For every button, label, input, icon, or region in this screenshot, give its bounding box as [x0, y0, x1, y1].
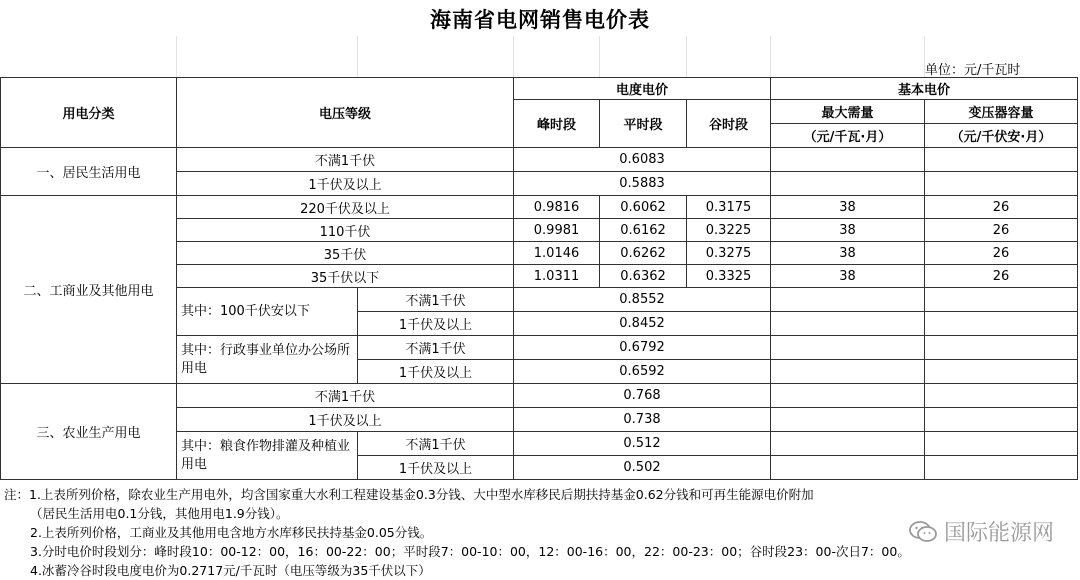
peak-header: 峰时段: [514, 100, 600, 148]
price-cell: 0.6083: [514, 148, 771, 172]
valley-cell: 0.3275: [687, 242, 771, 265]
capacity-cell: 26: [925, 219, 1078, 242]
table-row: [1, 148, 1078, 172]
empty-cell: [771, 408, 925, 432]
category-agriculture: 三、农业生产用电: [1, 384, 177, 480]
note-line: 2.上表所列价格，工商业及其他用电含地方水库移民扶持基金0.05分钱。: [30, 525, 433, 540]
basic-price-header: 基本电价: [771, 78, 1078, 100]
note-line: 3.分时电价时段划分：峰时段10：00-12：00，16：00-22：00；平时段7：00-10：00，12：00-16：00，22：00-23：00；谷时段23：00-次日7：00。: [30, 544, 910, 559]
voltage-cell: 1千伏及以上: [177, 172, 514, 196]
empty-cell: [925, 336, 1078, 360]
voltage-cell: 1千伏及以上: [358, 360, 514, 384]
peak-cell: 1.0311: [514, 265, 600, 288]
empty-cell: [771, 456, 925, 480]
category-residential: 一、居民生活用电: [1, 148, 177, 196]
voltage-cell: 220千伏及以上: [177, 196, 514, 219]
demand-cell: 38: [771, 242, 925, 265]
wechat-icon: [908, 520, 938, 544]
voltage-cell: 不满1千伏: [177, 384, 514, 408]
empty-cell: [925, 384, 1078, 408]
empty-cell: [771, 172, 925, 196]
price-cell: 0.738: [514, 408, 771, 432]
faint-grid: [0, 36, 1080, 77]
demand-cell: 38: [771, 219, 925, 242]
voltage-header: 电压等级: [177, 78, 514, 148]
price-cell: 0.8552: [514, 288, 771, 312]
voltage-cell: 不满1千伏: [177, 148, 514, 172]
flat-cell: 0.6362: [600, 265, 687, 288]
peak-cell: 0.9981: [514, 219, 600, 242]
voltage-cell: 不满1千伏: [358, 288, 514, 312]
voltage-cell: 1千伏及以上: [177, 408, 514, 432]
empty-cell: [925, 172, 1078, 196]
price-cell: 0.6592: [514, 360, 771, 384]
flat-cell: 0.6162: [600, 219, 687, 242]
unit-label: 单位：元/千瓦时: [925, 63, 1021, 78]
voltage-cell: 35千伏以下: [177, 265, 514, 288]
note-line: 注：1.上表所列价格，除农业生产用电外，均含国家重大水利工程建设基金0.3分钱、大中型水库移民后期扶持基金0.62分钱和可再生能源电价附加: [4, 487, 814, 502]
table-row: [1, 384, 1078, 408]
empty-cell: [771, 384, 925, 408]
peak-cell: 1.0146: [514, 242, 600, 265]
transformer-unit: （元/千伏安·月）: [925, 124, 1078, 148]
price-cell: 0.768: [514, 384, 771, 408]
header-row-1: [1, 78, 1078, 100]
empty-cell: [925, 360, 1078, 384]
category-header: 用电分类: [1, 78, 177, 148]
empty-cell: [771, 432, 925, 456]
flat-cell: 0.6062: [600, 196, 687, 219]
page-title: 海南省电网销售电价表: [430, 8, 650, 32]
flat-cell: 0.6262: [600, 242, 687, 265]
price-cell: 0.5883: [514, 172, 771, 196]
transformer-header: 变压器容量: [925, 100, 1078, 124]
max-demand-unit: （元/千瓦·月）: [771, 124, 925, 148]
valley-cell: 0.3225: [687, 219, 771, 242]
category-industrial: 二、工商业及其他用电: [1, 196, 177, 384]
max-demand-header: 最大需量: [771, 100, 925, 124]
subcategory-small-capacity: 其中：100千伏安以下: [177, 288, 358, 336]
voltage-cell: 110千伏: [177, 219, 514, 242]
price-table: [0, 77, 1078, 480]
voltage-cell: 1千伏及以上: [358, 456, 514, 480]
subcategory-government-office: 其中：行政事业单位办公场所用电: [177, 336, 358, 384]
voltage-cell: 35千伏: [177, 242, 514, 265]
empty-cell: [771, 360, 925, 384]
subcategory-grain-irrigation: 其中：粮食作物排灌及种植业用电: [177, 432, 358, 480]
empty-cell: [771, 336, 925, 360]
capacity-cell: 26: [925, 265, 1078, 288]
capacity-cell: 26: [925, 242, 1078, 265]
empty-cell: [925, 408, 1078, 432]
peak-cell: 0.9816: [514, 196, 600, 219]
demand-cell: 38: [771, 265, 925, 288]
empty-cell: [925, 288, 1078, 312]
valley-header: 谷时段: [687, 100, 771, 148]
empty-cell: [771, 288, 925, 312]
empty-cell: [925, 312, 1078, 336]
empty-cell: [925, 148, 1078, 172]
table-row: [1, 196, 1078, 219]
voltage-cell: 不满1千伏: [358, 432, 514, 456]
flat-header: 平时段: [600, 100, 687, 148]
empty-cell: [771, 312, 925, 336]
price-cell: 0.512: [514, 432, 771, 456]
valley-cell: 0.3325: [687, 265, 771, 288]
voltage-cell: 1千伏及以上: [358, 312, 514, 336]
price-cell: 0.8452: [514, 312, 771, 336]
note-line: （居民生活用电0.1分钱，其他用电1.9分钱）。: [30, 506, 289, 521]
price-cell: 0.502: [514, 456, 771, 480]
watermark-text: 国际能源网: [943, 521, 1054, 546]
voltage-cell: 不满1千伏: [358, 336, 514, 360]
watermark: [908, 516, 1054, 547]
empty-cell: [925, 456, 1078, 480]
note-line: 4.冰蓄冷谷时段电度电价为0.2717元/千瓦时（电压等级为35千伏以下）: [30, 563, 431, 578]
empty-cell: [925, 432, 1078, 456]
demand-cell: 38: [771, 196, 925, 219]
price-cell: 0.6792: [514, 336, 771, 360]
capacity-cell: 26: [925, 196, 1078, 219]
energy-price-header: 电度电价: [514, 78, 771, 100]
empty-cell: [771, 148, 925, 172]
valley-cell: 0.3175: [687, 196, 771, 219]
